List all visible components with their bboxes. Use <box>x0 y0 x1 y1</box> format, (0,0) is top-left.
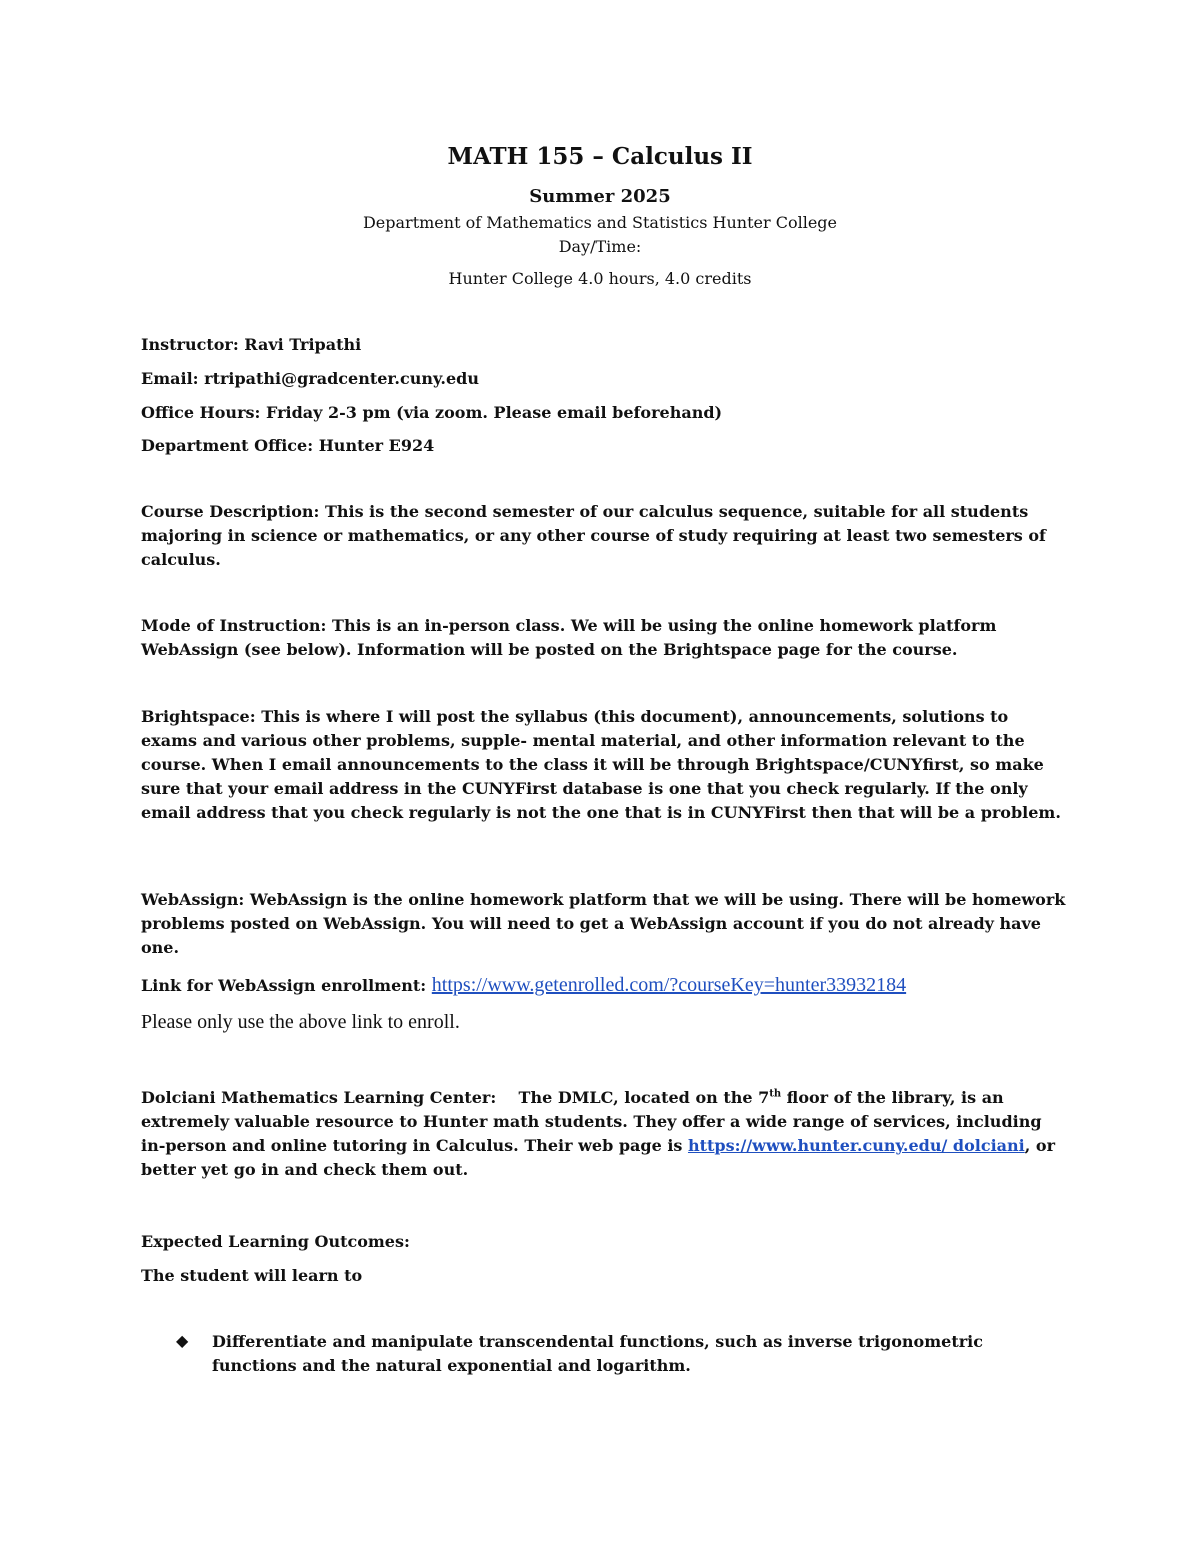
dmlc-text-start: The DMLC, located on the 7 <box>518 1088 770 1107</box>
webassign-text: WebAssign is the online homework platform that we will be using. There will be homework problems posted on WebAssign. You will need to get a WebAssign account if you do not already have one. <box>141 890 1066 957</box>
course-description-label: Course Description: <box>141 502 320 521</box>
dmlc-label: Dolciani Mathematics Learning Center: <box>141 1088 497 1107</box>
dmlc-section <box>141 1086 1066 1182</box>
instructor-email[interactable]: rtripathi@gradcenter.cuny.edu <box>204 369 479 388</box>
outcomes-intro: The student will learn to <box>141 1266 363 1285</box>
office-hours-label: Office Hours: <box>141 403 261 422</box>
bullet-icon: ◆ <box>176 1331 189 1350</box>
outcome-item: Differentiate and manipulate transcendental functions, such as inverse trigonometric functions and the natural exponential and logarithm. <box>212 1332 983 1375</box>
enroll-note: Please only use the above link to enroll. <box>141 1011 460 1033</box>
mode-of-instruction-text: This is an in-person class. We will be using the online homework platform WebAssign (see below). Information will be posted on the Brightspace page for the course. <box>141 616 997 659</box>
office-hours-line <box>141 401 1066 425</box>
course-title: MATH 155 – Calculus II <box>447 143 753 170</box>
department-line: Department of Mathematics and Statistics Hunter College <box>362 213 838 232</box>
office-hours-value: Friday 2-3 pm (via zoom. Please email beforehand) <box>265 403 723 422</box>
dmlc-ordinal-suffix: th <box>769 1088 782 1100</box>
dmlc-text-middle: floor of the library, is an extremely valuable resource to Hunter math students. They offer a wide range of services, including in-person and online tutoring in Calculus. Their web page is <box>141 1088 1042 1155</box>
day-time-line: Day/Time: <box>558 237 642 256</box>
instructor-line <box>141 333 1066 357</box>
course-term: Summer 2025 <box>529 186 671 207</box>
course-description-text: This is the second semester of our calculus sequence, suitable for all students majoring in science or mathematics, or any other course of study requiring at least two semesters of calculus. <box>141 502 1046 569</box>
credits-line: Hunter College 4.0 hours, 4.0 credits <box>448 269 752 288</box>
webassign-enroll-link[interactable]: https://www.getenrolled.com/?courseKey=hunter33932184 <box>431 974 907 996</box>
brightspace-label: Brightspace: <box>141 707 256 726</box>
outcomes-heading: Expected Learning Outcomes: <box>141 1232 410 1251</box>
instructor-name: Ravi Tripathi <box>244 335 362 354</box>
webassign-section <box>141 888 1066 960</box>
dmlc-text-end: , or better yet go in and check them out. <box>141 1136 1055 1179</box>
webassign-label: WebAssign: <box>141 890 245 909</box>
course-description <box>141 500 1066 572</box>
brightspace-text: This is where I will post the syllabus (this document), announcements, solutions to exams and various other problems, supple- mental material, and other information relevant to the course. When I email announcements to the class it will be through Brightspace/CUNYfirst, so make sure that your email address in the CUNYFirst database is one that you check regularly. If the only email address that you check regularly is not the one that is in CUNYFirst then that will be a problem. <box>141 707 1061 822</box>
department-office-value: Hunter E924 <box>318 436 435 455</box>
department-office-line <box>141 434 1066 458</box>
mode-of-instruction-label: Mode of Instruction: <box>141 616 327 635</box>
mode-of-instruction <box>141 614 1066 662</box>
instructor-label: Instructor: <box>141 335 239 354</box>
webassign-link-line <box>141 973 1066 998</box>
email-label: Email: <box>141 369 199 388</box>
webassign-link-label: Link for WebAssign enrollment: <box>141 976 427 995</box>
dmlc-web-link[interactable]: https://www.hunter.cuny.edu/ dolciani <box>687 1136 1025 1155</box>
brightspace-section <box>141 705 1066 825</box>
email-line <box>141 367 1066 391</box>
department-office-label: Department Office: <box>141 436 314 455</box>
